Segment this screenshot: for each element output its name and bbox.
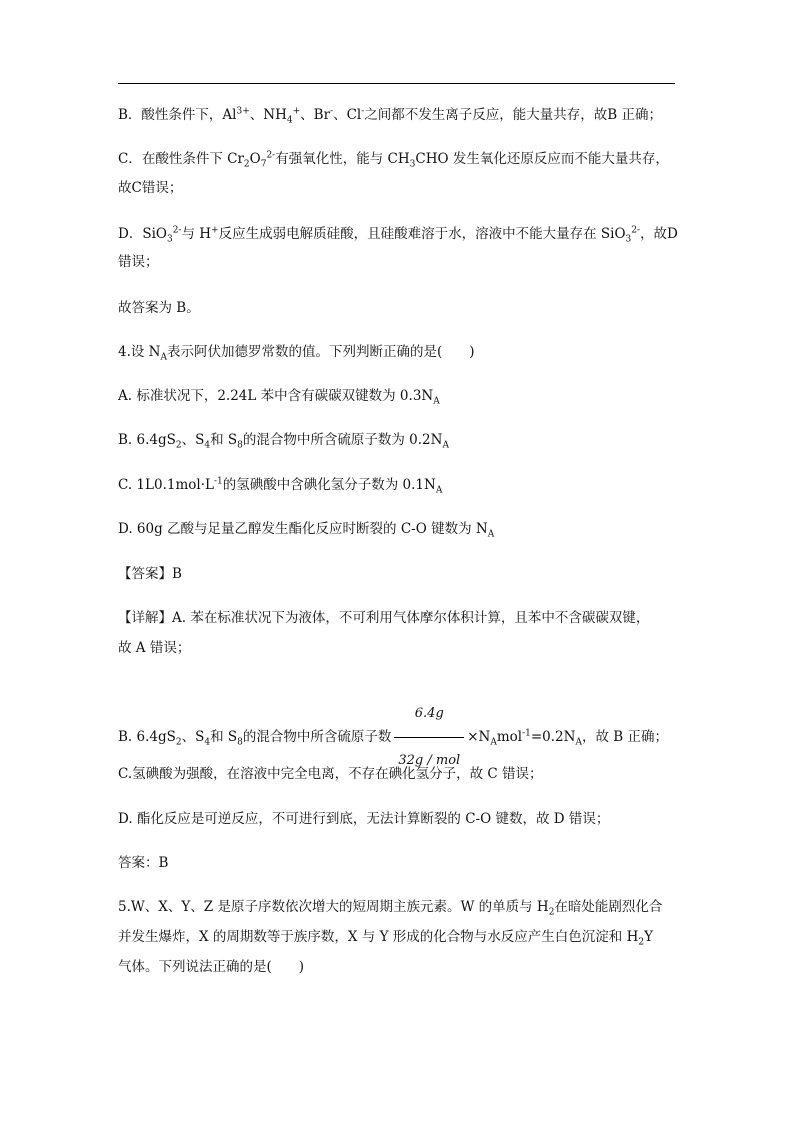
detail-c: C.氢碘酸为强酸，在溶液中完全电离，不存在碘化氢分子，故 C 错误； xyxy=(118,766,543,782)
detail-line2: 故 A 错误； xyxy=(118,640,191,656)
conclusion: 故答案为 B。 xyxy=(118,300,200,316)
option-c: C. $1L0.1mol\cdot L^{-1}$的氢碘酸中含碘化氢分子数为 $0.1N_A$ xyxy=(118,476,443,496)
question-4: 4.设 $N_A$表示阿伏加德罗常数的值。下列判断正确的是( ) xyxy=(118,344,475,363)
explanation-c-line1: C．在酸性条件下 $Cr_2O_7^{2-}$有强氧化性，能与 $CH_3CHO$ 发生氧化还原反应而不能大量共存， xyxy=(118,150,669,170)
answer-label: 【答案】B xyxy=(118,566,182,582)
option-a: A. 标准状况下，2.24L 苯中含有碳碳双键数为 $0.3N_A$ xyxy=(118,388,440,407)
explanation-c-line2: 故C错误； xyxy=(118,180,183,196)
option-b: B. $6.4gS_2$、$S_4$和 $S_8$的混合物中所含硫原子数为 $0.2N_A$ xyxy=(118,432,449,451)
header-rule xyxy=(118,83,675,84)
fraction: $\frac{6.4g}{\text{32g / mol}}$ xyxy=(394,692,464,783)
detail-line1: 【详解】A. 苯在标准状况下为液体，不可利用气体摩尔体积计算，且苯中不含碳碳双键， xyxy=(118,610,650,626)
detail-b: B. $6.4gS_2$、$S_4$和 $S_8$的混合物中所含硫原子数 $\frac{6.4g}{\text{32g / mol}}$ $\times N_Amol^{-1}=0.2N_A$，故 B 正确； xyxy=(118,692,668,783)
explanation-d-line1: D．SiO$_3^{2-}$与 H+反应生成弱电解质硅酸，且硅酸难溶于水，溶液中不能大量存在 SiO$_3^{2-}$，故D xyxy=(118,225,678,245)
option-d: D. 60g 乙酸与足量乙醇发生酯化反应时断裂的 C-O 键数为 $N_A$ xyxy=(118,521,495,540)
detail-d: D. 酯化反应是可逆反应，不可进行到底，无法计算断裂的 C-O 键数，故 D 错误； xyxy=(118,811,610,827)
explanation-d-line2: 错误； xyxy=(118,254,159,270)
question-5-line1: 5.W、X、Y、Z 是原子序数依次增大的短周期主族元素。W 的单质与 $H_2$在暗处能剧烈化合 xyxy=(118,899,663,918)
explanation-b: B．酸性条件下，$Al^{3+}$、$NH_4^+$、Br-、Cl-之间都不发生离子反应，能大量共存，故B 正确； xyxy=(118,106,662,126)
question-5-line3: 气体。下列说法正确的是( ) xyxy=(118,959,305,975)
question-5-line2: 并发生爆炸，X 的周期数等于族序数，X 与 Y 形成的化合物与水反应产生白色沉淀和 $H_2Y$ xyxy=(118,929,654,948)
answer-final: 答案：B xyxy=(118,855,169,871)
